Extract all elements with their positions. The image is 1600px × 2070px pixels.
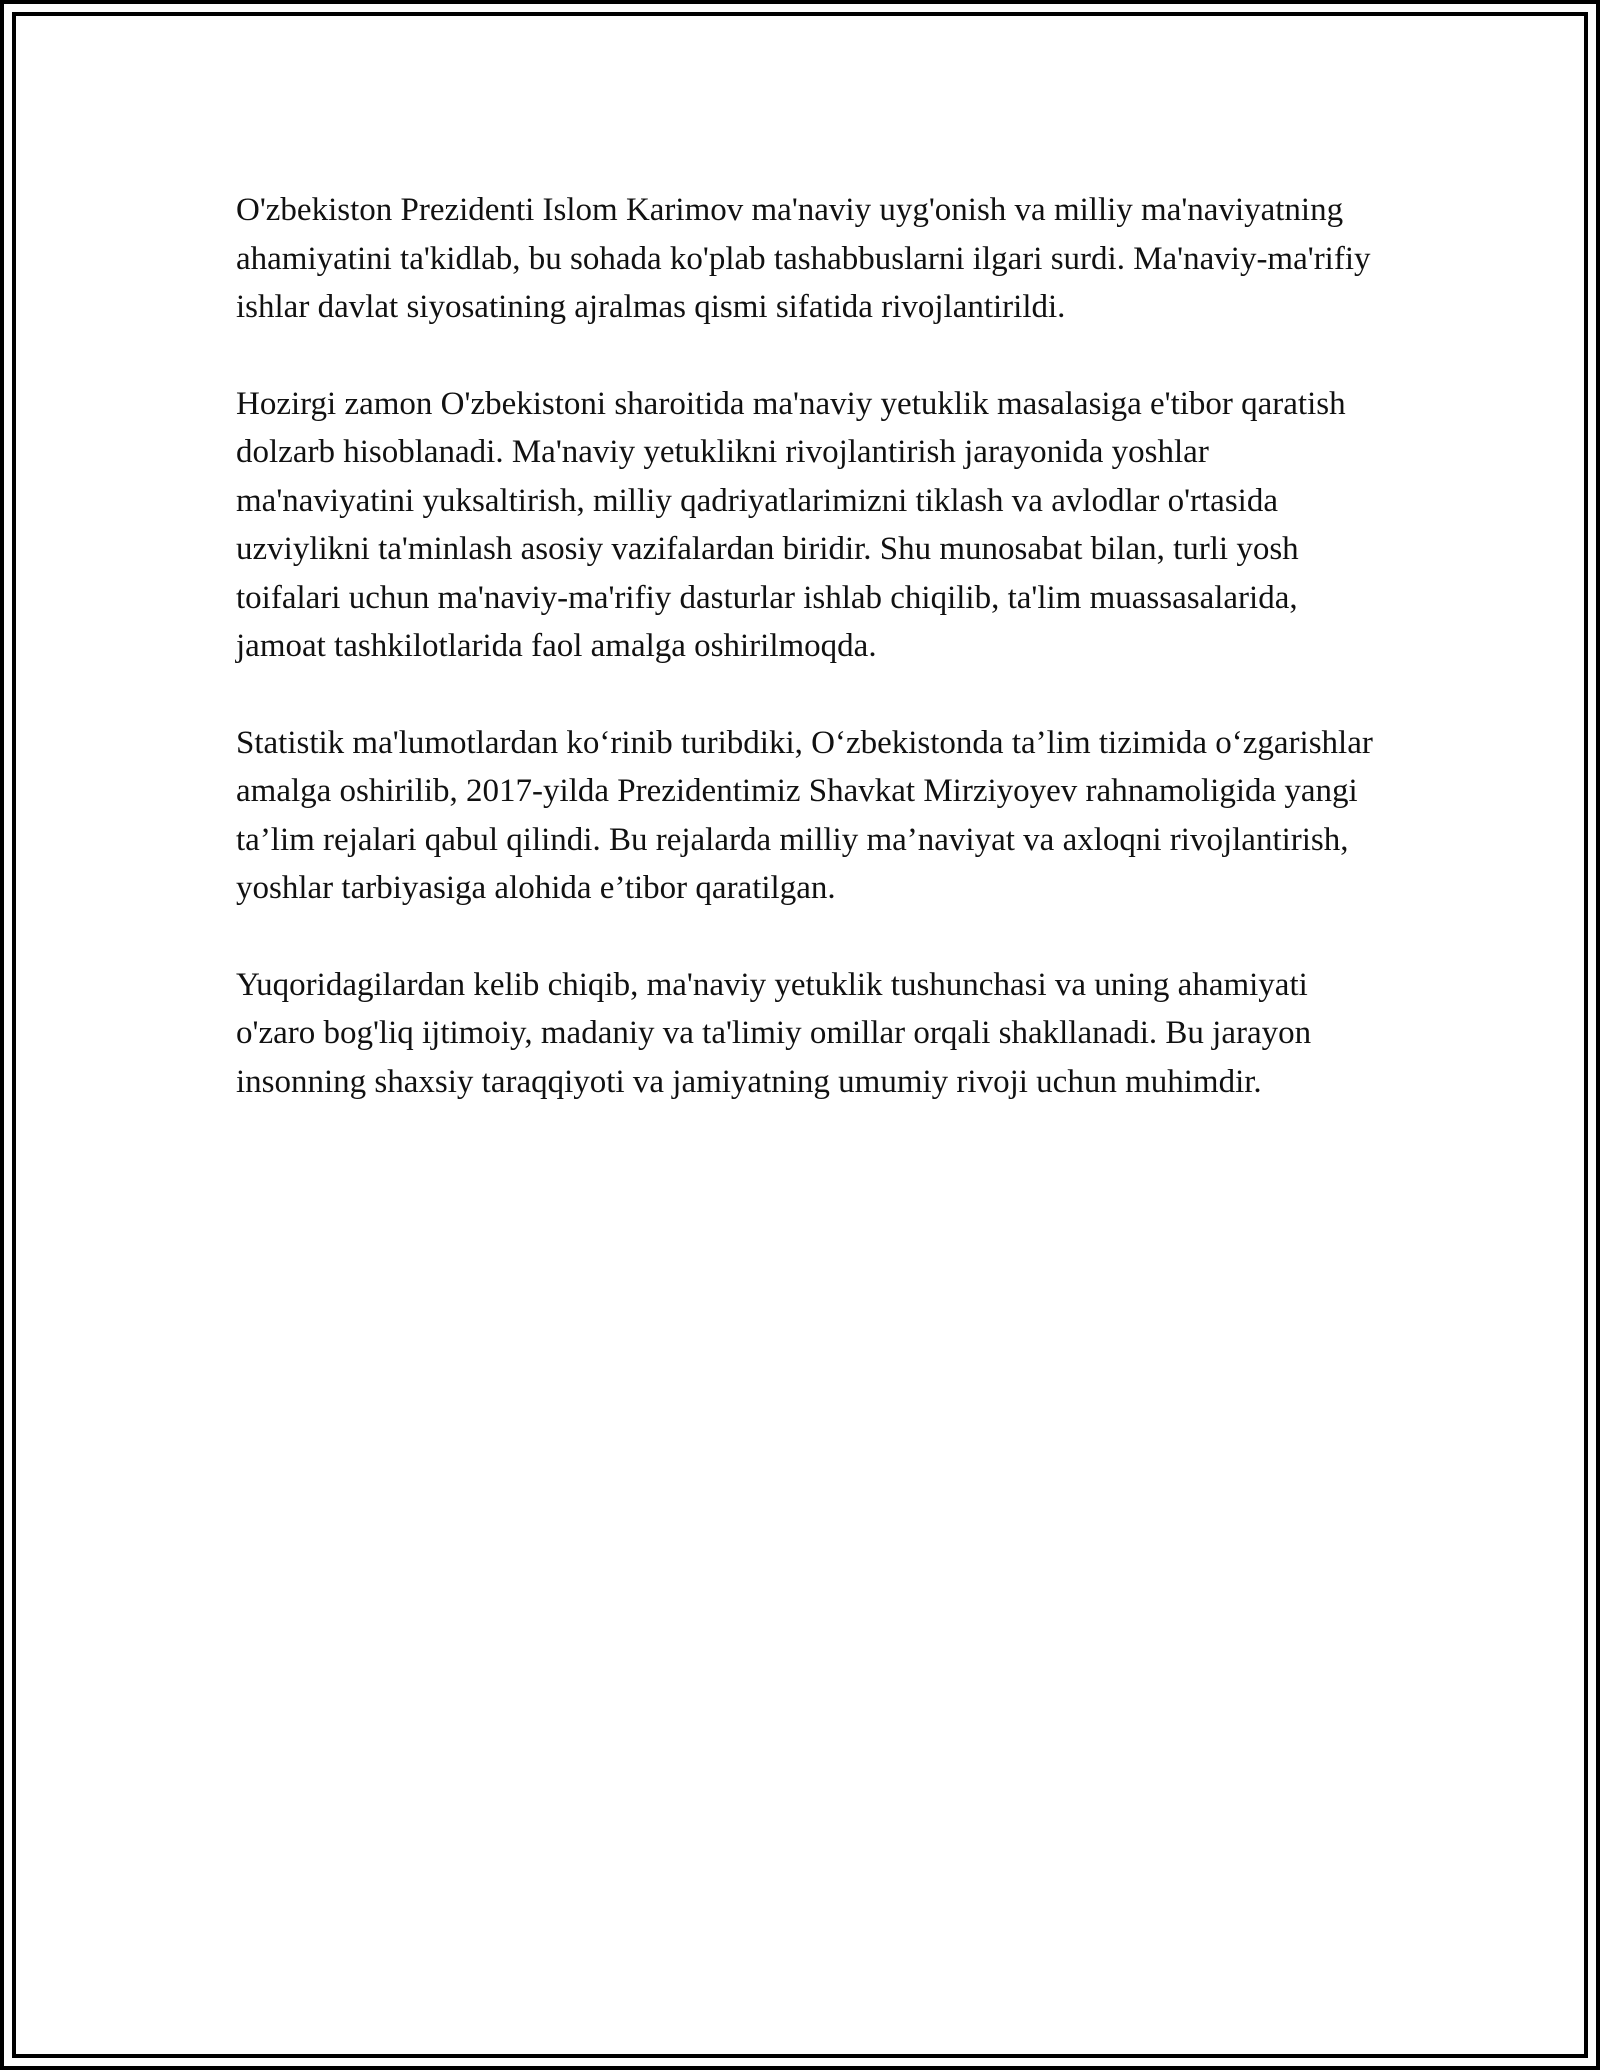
document-body	[236, 186, 1376, 1154]
paragraph-4: Yuqoridagilardan kelib chiqib, ma'naviy yetuklik tushunchasi va uning ahamiyati o'zaro bog'liq ijtimoiy, madaniy va ta'limiy omillar orqali shakllanadi. Bu jarayon insonning shaxsiy taraqqiyoti va jamiyatning umumiy rivoji uchun muhimdir.	[236, 966, 1312, 1100]
paragraph-3: Statistik ma'lumotlardan ko‘rinib turibdiki, O‘zbekistonda ta’lim tizimida o‘zgarishlar amalga oshirilib, 2017-yilda Prezidentimiz Shavkat Mirziyoyev rahnamoligida yangi ta’lim rejalari qabul qilindi. Bu rejalarda milliy ma’naviyat va axloqni rivojlantirish, yoshlar tarbiyasiga alohida e’tibor qaratilgan.	[236, 724, 1373, 906]
paragraph-2: Hozirgi zamon O'zbekistoni sharoitida ma'naviy yetuklik masalasiga e'tibor qaratish dolzarb hisoblanadi. Ma'naviy yetuklikni rivojlantirish jarayonida yoshlar ma'naviyatini yuksaltirish, milliy qadriyatlarimizni tiklash va avlodlar o'rtasida uzviylikni ta'minlash asosiy vazifalardan biridir. Shu munosabat bilan, turli yosh toifalari uchun ma'naviy-ma'rifiy dasturlar ishlab chiqilib, ta'lim muassasalarida, jamoat tashkilotlarida faol amalga oshirilmoqda.	[236, 385, 1346, 664]
paragraph-1: O'zbekiston Prezidenti Islom Karimov ma'naviy uyg'onish va milliy ma'naviyatning ahamiyatini ta'kidlab, bu sohada ko'plab tashabbuslarni ilgari surdi. Ma'naviy-ma'rifiy ishlar davlat siyosatining ajralmas qismi sifatida rivojlantirildi.	[236, 192, 1371, 325]
